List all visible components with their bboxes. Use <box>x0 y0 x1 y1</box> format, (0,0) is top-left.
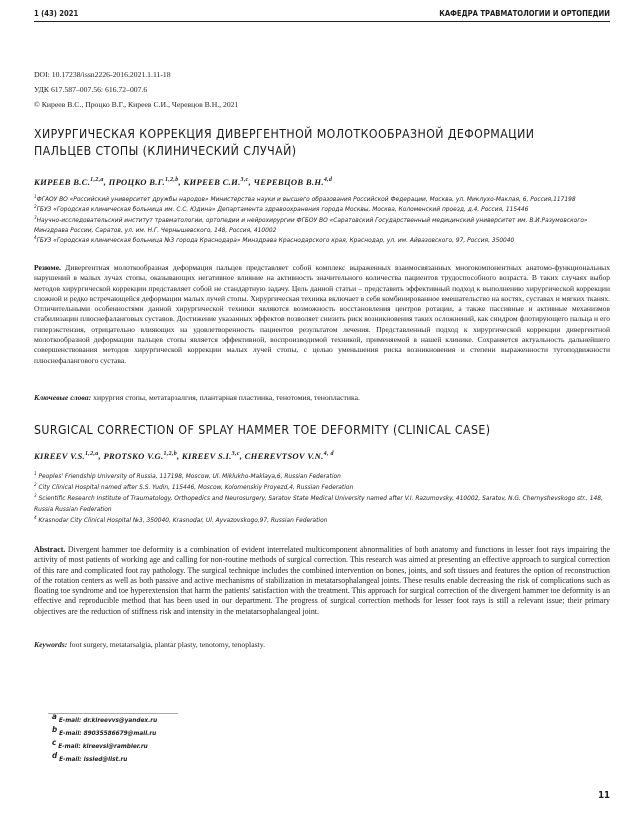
author-name: CHEREVTSOV V.N. <box>244 451 324 461</box>
en-authors: KIREEV V.S.$^{1,2,a}$, PROTSKO V.G.$^{1,2,b}$, KIREEV S.I.$^{3,c}$, CHEREVTSOV V.N.$^{4, d}$ <box>34 451 334 461</box>
affiliation <box>34 515 610 526</box>
en-abstract-label: Abstract. <box>34 545 66 554</box>
en-affiliations <box>34 471 610 526</box>
ru-keywords-text: хирургия стопы, метатарзалгия, плантарная пластинка, тенотомия, тенопластика. <box>93 393 360 402</box>
author-name: КИРЕЕВ С.И. <box>183 177 241 187</box>
header-divider <box>34 21 610 22</box>
affiliation-text: Krasnodar City Clinical Hospital №3, 350040, Krasnodar, Ul. Ayvazovskogo,97, Russian Federation <box>38 516 328 524</box>
footnote-email <box>52 711 158 724</box>
en-keywords <box>34 640 610 649</box>
en-keywords-label: Keywords: <box>34 640 68 649</box>
section-title: КАФЕДРА ТРАВМАТОЛОГИИ И ОРТОПЕДИИ <box>439 9 610 18</box>
footnote-sup: d <box>52 750 58 760</box>
en-abstract-text: Divergent hammer toe deformity is a combination of evident interrelated multicomponent abnormalities of both anatomy and functions in lesser foot rays impairing the activity of most patients of working age and calling for non-routine methods of surgical correction. This research was aimed at presenting an effective approach to surgical correction of this rare and complicated foot ray pathology. The surgical technique includes the combined intervention on bones, joints, and soft tissues and features the option of reconstruction of the rotation centers as well as both passive and active mechanisms of stabilization in metatarsophalangeal joints. These results enable decreasing the risk of complications such as floating toe syndrome and toe hyperextension that harm the patients' satisfaction with the treatment. This approach for surgical correction of the divergent hammer toe deformity is an effective and reproducible method that has been used in our department. The progress of surgical correction methods for lesser foot rays is still a relevant issue; their primary objectives are the reduction of stiffness risk and intensity in the metatarsophalangeal joint. <box>34 545 610 616</box>
author-name: ПРОЦКО В.Г. <box>108 177 165 187</box>
affiliation-sup: 3 <box>34 215 37 221</box>
footnote-divider <box>48 713 178 714</box>
footnote-sup: b <box>52 724 58 734</box>
footnote-sup: a <box>52 711 57 721</box>
affiliation-text: Peoples' Friendship University of Russia, 117198, Moscow, Ul. Miklukho-Maklaya,6, Russian Federation <box>38 472 341 480</box>
author-sup: 4,d <box>323 177 333 184</box>
ru-abstract <box>34 263 610 366</box>
ru-abstract-text: Дивергентная молоткообразная деформация пальцев представляет собой комплекс выраженных взаимосвязанных многокомпонентных анатомо-функциональных нарушений в малых лучах стопы, оказывающих негативное влияние на активность значительного количества пациентов трудоспособного возраста. В таких случаях выбор методов хирургической коррекции представляет собой не стандартную задачу. Цель данной статьи – представить эффективный подход к выполнению хирургической коррекции сложной и редко встречающейся деформации малых лучей стопы. Хирургическая техника включает в себя комбинированное вмешательство на костях, суставах и мягких тканях. Отличительными особенностями данной хирургической техники являются возможность восстановления центров ротации, а также пассивные и активные механизмов стабилизации плюснефаланговых суставов. Достижение указанных эффектов позволяет снизить риск возникновения таких осложнений, как синдром флотирующего пальца и его гиперэкстензия, отрицательно влияющих на удовлетворенность пациентов результатом лечения. Представленный подход к хирургической коррекции дивергентной молоткообразной деформации пальцев стопы является эффективной, воспроизводимой техникой, применяемой в нашей клинике. Сохраняется актуальность дальнейшего совершенствования методов хирургической коррекции малых лучей стопы, с целью уменьшения риска возникновения и степени выраженности тугоподвижности плюснефалангового сустава. <box>34 263 610 365</box>
affiliation <box>34 204 610 214</box>
footnote-sup: c <box>52 737 57 747</box>
ru-abstract-label: Резюме. <box>34 263 61 272</box>
en-title: SURGICAL CORRECTION OF SPLAY HAMMER TOE DEFORMITY (CLINICAL CASE) <box>34 423 491 437</box>
affiliation-sup: 1 <box>34 194 37 200</box>
author-name: KIREEV V.S. <box>34 451 85 461</box>
footnote-text: E-mail: issled@list.ru <box>59 755 128 763</box>
affiliation-text: City Clinical Hospital named after S.S. Yudin, 115446, Moscow, Kolomenskiy Proyezd,4, Russian Federation <box>38 483 354 491</box>
affiliation <box>34 194 610 204</box>
author-name: ЧЕРЕВЦОВ В.Н. <box>253 177 324 187</box>
affiliation <box>34 493 610 515</box>
affiliation-text: Научно-исследовательский институт травматологии, ортопедии и нейрохирургии ФГБОУ ВО «Саратовский Государственный медицинский университет им. В.И.Разумовского» Минздрава России, Саратов, ул. им. Н.Г. Чернышевского, 148, Россия, 410002 <box>34 215 588 234</box>
affiliation-sup: 4 <box>34 236 37 242</box>
affiliation-text: ГБУЗ «Городская клиническая больница №3 города Краснодара» Минздрава Краснодарского края, Краснодар, ул. им. Айвазовского, 97, Россия, 350040 <box>36 236 515 245</box>
author-sup: 4, d <box>323 451 334 458</box>
en-keywords-text: foot surgery, metatarsalgia, plantar plasty, tenotomy, tenoplasty. <box>69 640 265 649</box>
affiliation <box>34 471 610 482</box>
author-name: PROTSKO V.G. <box>103 451 164 461</box>
author-name: КИРЕЕВ В.С. <box>34 177 91 187</box>
affiliation-text: Scientific Research Institute of Traumatology, Orthopedics and Neurosurgery, Saratov State Medical University named after V.I. Razumovsky, 410002, Saratov, N.G. Chernyshevskogo str., 148, Russia Russian Federation <box>34 494 603 513</box>
affiliation <box>34 215 610 236</box>
affiliation-text: ФГАОУ ВО «Российский университет дружбы народов» Министерства науки и высшего образования Российской Федерации, Москва, ул. Миклухо-Маклая, 6, Россия,117198 <box>36 195 576 203</box>
ru-title-line-2: ПАЛЬЦЕВ СТОПЫ (КЛИНИЧЕСКИЙ СЛУЧАЙ) <box>34 144 297 158</box>
ru-title <box>34 126 614 160</box>
footnote-text: E-mail: 89035586679@mail.ru <box>59 729 157 737</box>
footnote-email <box>52 724 157 737</box>
ru-keywords-label: Ключевые слова: <box>34 393 92 402</box>
affiliation-sup: 4 <box>34 515 37 521</box>
footnote-text: E-mail: dr.kireevvs@yandex.ru <box>58 716 158 724</box>
author-sup: 3,c <box>231 451 240 458</box>
author-sup: 1,2,b <box>164 177 179 184</box>
issue-number: 1 (43) 2021 <box>34 9 79 18</box>
page-number: 11 <box>598 790 610 801</box>
author-sup: 1,2,b <box>163 451 177 458</box>
ru-title-line-1: ХИРУРГИЧЕСКАЯ КОРРЕКЦИЯ ДИВЕРГЕНТНОЙ МОЛОТКООБРАЗНОЙ ДЕФОРМАЦИИ <box>34 127 535 141</box>
footnote-email <box>52 737 148 750</box>
author-name: KIREEV S.I. <box>181 451 232 461</box>
affiliation-text: ГБУЗ «Городская клиническая больница им. С.С. Юдина» Департамента здравоохранения города Москвы, Москва, Коломенский проезд, д.4, Россия, 115446 <box>36 205 529 214</box>
udc: УДК 617.587–007.56: 616.72–007.6 <box>34 85 148 94</box>
author-sup: 3,c <box>240 177 249 184</box>
doi: DOI: 10.17238/issn2226-2016.2021.1.11-18 <box>34 70 171 79</box>
affiliation-sup: 2 <box>34 482 37 488</box>
ru-authors: КИРЕЕВ В.С.$^{1,2,a}$, ПРОЦКО В.Г.$^{1,2,b}$, КИРЕЕВ С.И.$^{3,c}$, ЧЕРЕВЦОВ В.Н.$^{4,d}$ <box>34 177 333 187</box>
affiliation <box>34 235 610 245</box>
copyright: © Киреев В.С., Процко В.Г., Киреев С.И., Черевцов В.Н., 2021 <box>34 100 239 109</box>
footnote-email <box>52 750 128 763</box>
affiliation-sup: 3 <box>34 493 37 499</box>
en-abstract <box>34 545 610 617</box>
affiliation <box>34 482 610 493</box>
affiliation-sup: 2 <box>34 205 37 211</box>
footnote-text: E-mail: kireevsi@rambler.ru <box>58 742 148 750</box>
ru-affiliations <box>34 194 610 245</box>
author-sup: 1,2,a <box>90 177 104 184</box>
affiliation-sup: 1 <box>34 471 37 477</box>
author-sup: 1,2,a <box>85 451 99 458</box>
ru-keywords <box>34 393 610 402</box>
